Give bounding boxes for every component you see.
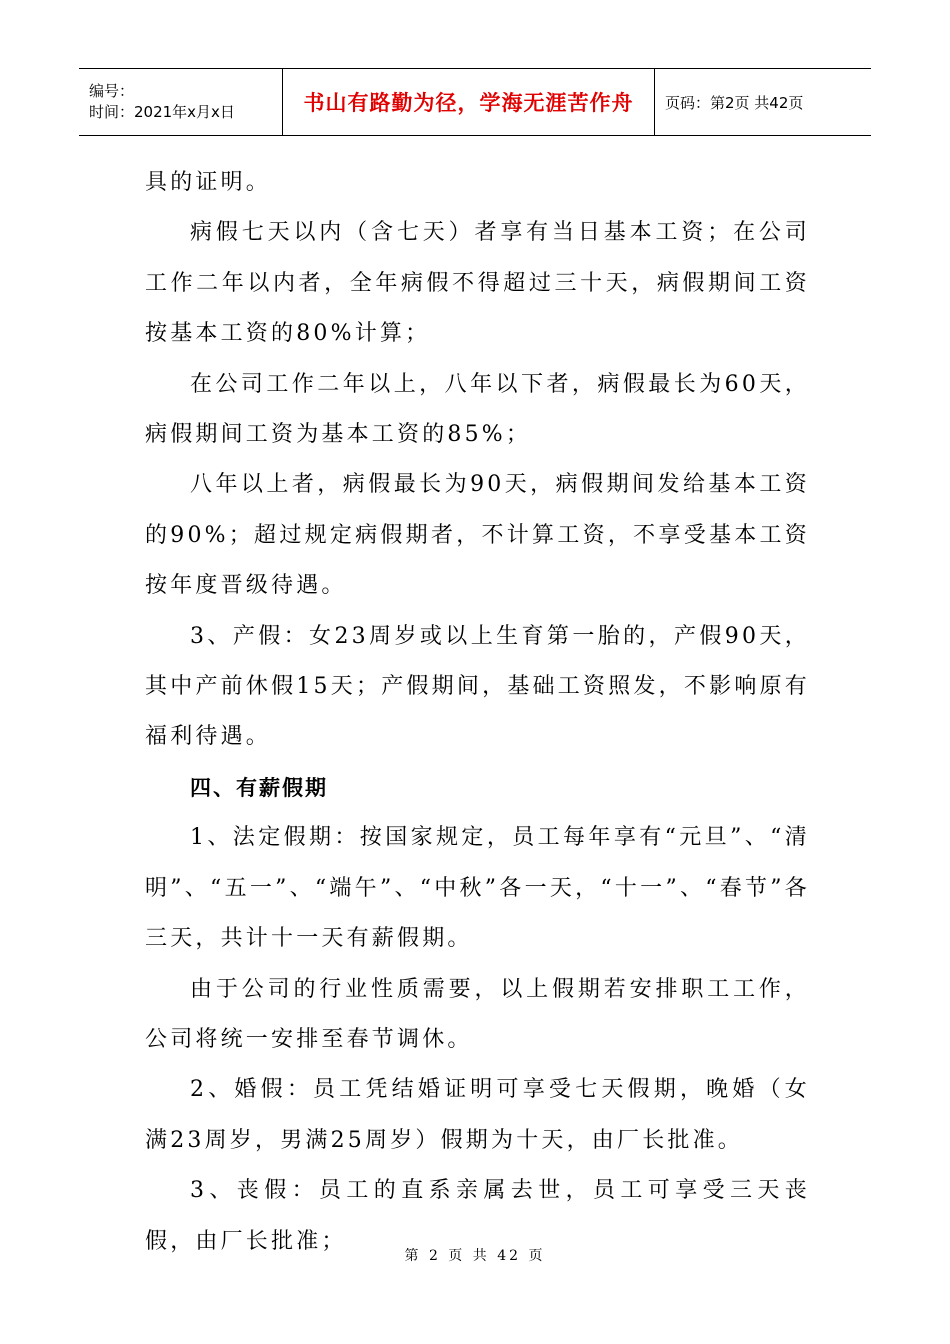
header-motto: 书山有路勤为径，学海无涯苦作舟 bbox=[303, 91, 634, 115]
page-footer: 第 2 页 共 42 页 bbox=[404, 1248, 546, 1264]
header-page-info: 页码：第2页 共42页 bbox=[665, 93, 804, 112]
section-heading: 四、有薪假期 bbox=[190, 775, 328, 800]
paragraph: 病假七天以内（含七天）者享有当日基本工资；在公司工作二年以内者，全年病假不得超过三十天，病假期间工资按基本工资的80%计算； bbox=[145, 220, 810, 347]
document-date: 时间：2021年x月x日 bbox=[89, 103, 235, 121]
paragraph: 由于公司的行业性质需要，以上假期若安排职工工作，公司将统一安排至春节调休。 bbox=[145, 976, 810, 1052]
paragraph: 3、丧假：员工的直系亲属去世，员工可享受三天丧假，由厂长批准； bbox=[145, 1178, 810, 1254]
paragraph: 3、产假：女23周岁或以上生育第一胎的，产假90天，其中产前休假15天；产假期间，基础工资照发，不影响原有福利待遇。 bbox=[145, 623, 810, 750]
document-body bbox=[145, 158, 810, 1267]
header-meta-cell bbox=[79, 69, 283, 135]
header-page-cell bbox=[655, 69, 871, 135]
header-motto-cell bbox=[283, 69, 655, 135]
paragraph: 具的证明。 bbox=[145, 170, 272, 195]
paragraph: 八年以上者，病假最长为90天，病假期间发给基本工资的90%；超过规定病假期者，不计算工资，不享受基本工资按年度晋级待遇。 bbox=[145, 472, 810, 599]
document-header bbox=[79, 68, 871, 136]
paragraph: 在公司工作二年以上，八年以下者，病假最长为60天，病假期间工资为基本工资的85%； bbox=[145, 371, 810, 448]
paragraph: 1、法定假期：按国家规定，员工每年享有“元旦”、“清明”、“五一”、“端午”、“中秋”各一天，“十一”、“春节”各三天，共计十一天有薪假期。 bbox=[145, 825, 810, 952]
paragraph: 2、婚假：员工凭结婚证明可享受七天假期，晚婚（女满23周岁，男满25周岁）假期为十天，由厂长批准。 bbox=[145, 1077, 810, 1153]
document-number-label: 编号： bbox=[89, 82, 135, 100]
